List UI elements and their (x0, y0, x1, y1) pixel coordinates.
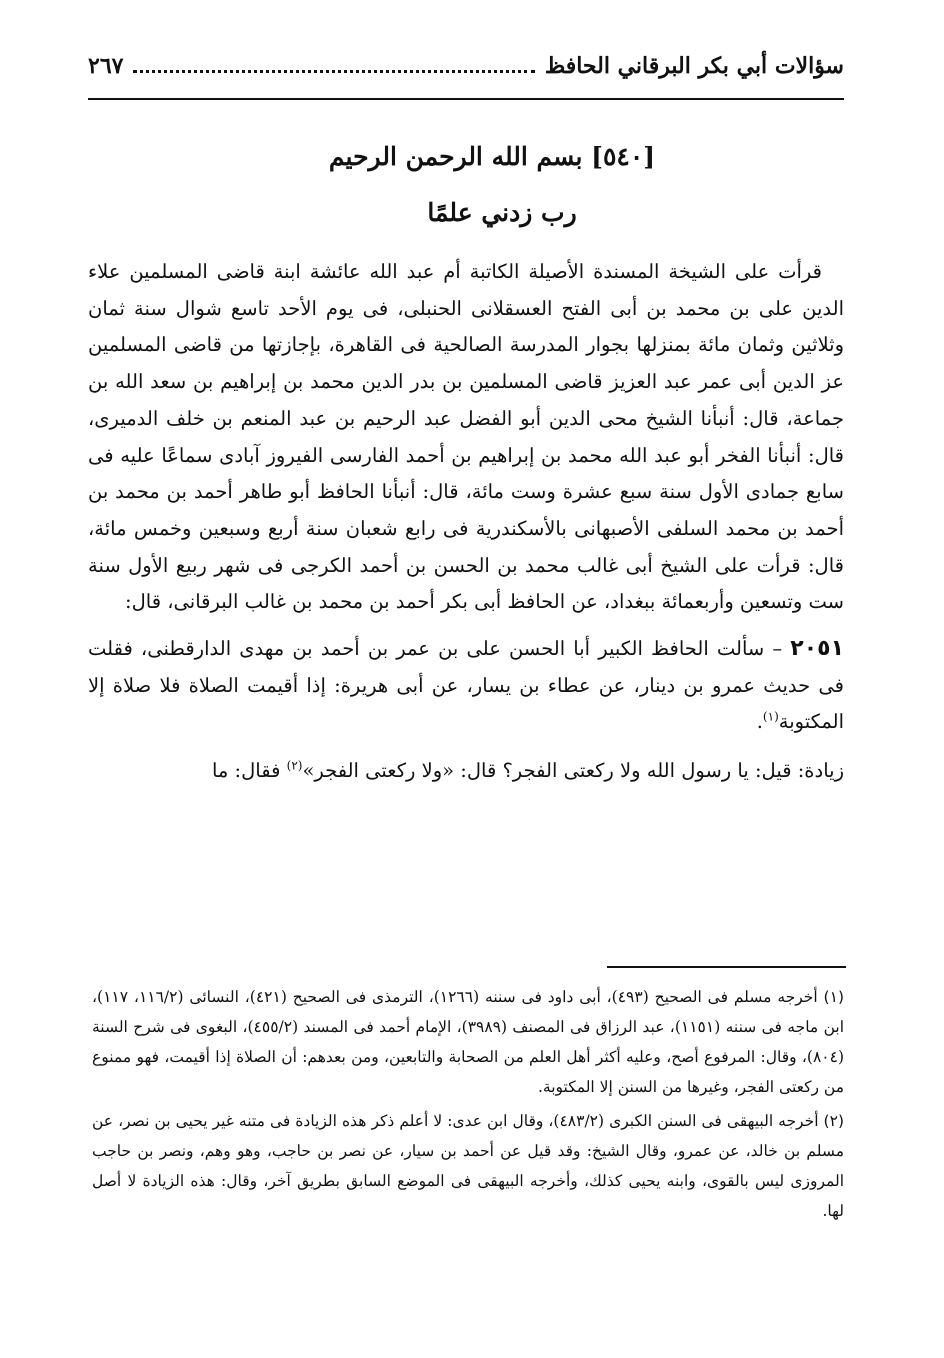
footnote-1-number: (١) (823, 988, 844, 1006)
entry-text: – سألت الحافظ الكبير أبا الحسن على بن عمر بن أحمد بن مهدى الدارقطنى، فقلت فى حديث عمرو بن دينار، عن عطاء بن يسار، عن أبى هريرة: إذا أقيمت الصلاة فلا صلاة إلا المكتوبة (88, 637, 844, 734)
running-header (88, 52, 844, 92)
footnote-2 (92, 1106, 844, 1226)
footnote-2-text: أخرجه البيهقى فى السنن الكبرى (٤٨٣/٢)، وقال ابن عدى: لا أعلم ذكر هذه الزيادة فى متنه غير يحيى بن نصر، عن مسلم بن خالد، عن عمرو، وقال الشيخ: وقد قيل عن أحمد بن سيار، عن نصر بن حاجب، وهو وهم، ونصر بن حاجب المروزى ليس بالقوى، وابنه يحيى كذلك، وأخرجه البيهقى فى الموضع السابق بطريق آخر، وقال: هذه الزيادة لا أصل لها. (92, 1112, 844, 1220)
entry-number: ٢٠٥١ (790, 636, 844, 662)
page-number: ٢٦٧ (88, 53, 124, 79)
header-rule (88, 98, 844, 100)
addition-paragraph (88, 753, 844, 790)
main-text (88, 254, 844, 790)
basmala-heading: [٥٤٠] بسم الله الرحمن الرحيم (328, 142, 656, 171)
footnote-ref-1[interactable]: (١) (762, 709, 779, 724)
footnote-1 (92, 982, 844, 1102)
addition-text: زيادة: قيل: يا رسول الله ولا ركعتى الفجر؟ قال: «ولا ركعتى الفجر» (302, 759, 844, 783)
isnad-paragraph: قرأت على الشيخة المسندة الأصيلة الكاتبة أم عبد الله عائشة ابنة قاضى المسلمين علاء الدين على بن محمد بن أبى الفتح العسقلانى الحنبلى، فى يوم الأحد تاسع شوال سنة ثمان وثلاثين وثمان مائة بمنزلها بجوار المدرسة الصالحية فى القاهرة، بإجازتها من قاضى المسلمين عز الدين أبى عمر عبد العزيز قاضى المسلمين بن بدر الدين محمد بن إبراهيم بن سعد الله بن جماعة، قال: أنبأنا الشيخ محى الدين أبو الفضل عبد الرحيم بن عبد المنعم بن خلف الدميرى، قال: أنبأنا الفخر أبو عبد الله محمد بن إبراهيم بن أحمد الفارسى الفيروز آبادى سماعًا عليه فى سابع جمادى الأول سنة سبع عشرة وست مائة، قال: أنبأنا الحافظ أبو طاهر أحمد بن محمد بن أحمد بن محمد السلفى الأصبهانى بالأسكندرية فى رابع شعبان سنة أربع وسبعين وخمس مائة، قال: قرأت على الشيخ أبى غالب محمد بن الحسن بن أحمد الكرجى فى شهر ربيع الأول سنة ست وتسعين وأربعمائة ببغداد، عن الحافظ أبى بكر أحمد بن محمد بن غالب البرقانى، قال: (88, 260, 844, 614)
dua-heading: رب زدني علمًا (427, 198, 577, 227)
footnote-separator (607, 966, 846, 968)
addition-text-end: فقال: ما (211, 759, 287, 783)
book-title: سؤالات أبي بكر البرقاني الحافظ (544, 53, 844, 79)
footnotes (92, 982, 844, 1226)
footnote-2-number: (٢) (823, 1112, 844, 1130)
entry-paragraph (88, 631, 844, 741)
leader-dots (133, 52, 534, 73)
footnote-ref-2[interactable]: (٢) (286, 758, 303, 773)
footnote-1-text: أخرجه مسلم فى الصحيح (٤٩٣)، أبى داود فى سننه (١٢٦٦)، الترمذى فى الصحيح (٤٢١)، النسائى (١١٦/٢، ١١٧)، ابن ماجه فى سننه (١١٥١)، عبد الرزاق فى المصنف (٣٩٨٩)، الإمام أحمد فى المسند (٤٥٥/٢)، البغوى فى شرح السنة (٨٠٤)، وقال: المرفوع أصح، وعليه أكثر أهل العلم من الصحابة والتابعين، ومن بعدهم: أن الصلاة إذا أقيمت، فهو ممنوع من ركعتى الفجر، وغيرها من السنن إلا المكتوبة. (92, 988, 844, 1096)
entry-text-end: . (756, 710, 763, 734)
